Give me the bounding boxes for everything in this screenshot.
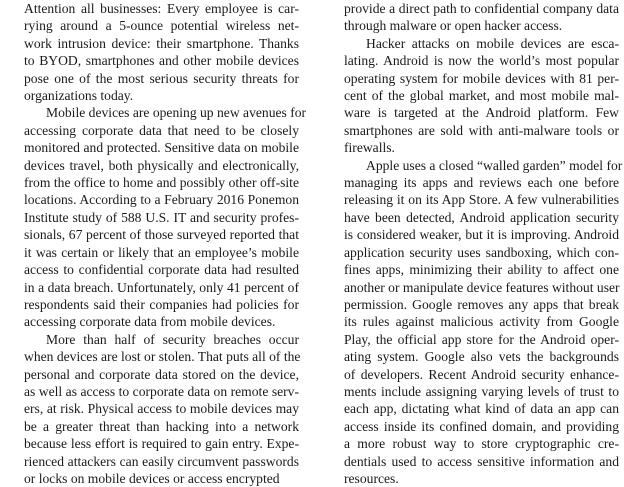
paragraph: [2, 104, 307, 330]
text-line: Mobile devices are opening up new avenues for: [46, 105, 307, 121]
text-line: accessing corporate data that need to be closely: [24, 122, 299, 138]
text-line: lating. Android is now the world’s most popular: [344, 53, 619, 69]
text-line: because less effort is required to gain entry. Expe-: [24, 436, 299, 452]
text-line: its rules against malicious activity from Google: [344, 314, 619, 330]
text-line: another or manipulate device features without user: [344, 279, 620, 295]
text-line: through malware or open hacker access.: [344, 18, 563, 34]
text-line: releasing it on its App Store. A few vulnerabilities: [344, 192, 619, 208]
text-line: Play, the official app store for the Android oper-: [344, 331, 619, 347]
paragraph: [2, 331, 299, 487]
text-line: devices travel, both physically and electronically,: [24, 157, 299, 173]
text-line: accessing corporate data from mobile devices.: [24, 314, 276, 330]
right-column: [322, 0, 623, 487]
text-line: access inside its confined domain, and providing: [344, 418, 619, 434]
text-line: Attention all businesses: Every employee is car-: [24, 1, 299, 16]
left-column: [2, 0, 307, 487]
text-line: firewalls.: [344, 140, 395, 156]
text-line: organizations today.: [24, 88, 134, 104]
text-line: ating system. Google also vets the backgrounds: [344, 349, 619, 365]
text-line: rienced attackers can easily circumvent passwords: [24, 453, 299, 469]
text-line: dentials used to access sensitive information and: [344, 453, 619, 469]
text-line: Apple uses a closed “walled garden” model for: [366, 157, 623, 173]
text-line: cent of the global market, and most mobile mal-: [344, 88, 619, 104]
text-line: a more robust way to store cryptographic cre-: [344, 436, 619, 452]
text-line: or locks on mobile devices or access encrypted: [24, 470, 280, 486]
text-line: sionals, 67 percent of those surveyed reported that: [24, 227, 299, 243]
text-line: ware is targeted at the Android platform. Few: [344, 105, 619, 121]
text-line: ments include assigning varying levels of trust to: [344, 383, 619, 399]
text-line: monitored and protected. Sensitive data on mobile: [24, 140, 299, 156]
paragraph: [322, 0, 619, 35]
text-line: it was certain or likely that an employee’s mobile: [24, 244, 299, 260]
text-line: work intrusion device: their smartphone. Thanks: [24, 35, 299, 51]
text-line: personal and corporate data stored on the device,: [24, 366, 299, 382]
text-line: is considered weaker, but it is improving. Android: [344, 227, 619, 243]
text-line: Institute study of 588 U.S. IT and security profes-: [24, 209, 299, 225]
text-line: provide a direct path to confidential company data: [344, 1, 619, 16]
text-line: resources.: [344, 470, 399, 486]
text-line: access to confidential corporate data had resulted: [24, 262, 299, 278]
text-line: in a data breach. Unfortunately, only 41 percent of: [24, 279, 299, 295]
text-line: each app, dictating what kind of data an app can: [344, 401, 619, 417]
text-line: when devices are lost or stolen. That puts all of the: [24, 349, 301, 365]
text-line: be a greater threat than hacking into a network: [24, 418, 299, 434]
text-line: as well as access to corporate data on remote serv-: [24, 383, 299, 399]
text-line: pose one of the most serious security threats for: [24, 70, 299, 86]
paragraph: [322, 35, 619, 157]
text-line: Hacker attacks on mobile devices are esca-: [366, 35, 619, 51]
text-line: More than half of security breaches occur: [46, 331, 299, 347]
text-line: locations. According to a February 2016 Ponemon: [24, 192, 299, 208]
text-line: from the office to home and possibly other off-site: [24, 175, 299, 191]
text-line: ers, at risk. Physical access to mobile devices may: [24, 401, 299, 417]
text-line: application security uses sandboxing, which con-: [344, 244, 619, 260]
text-line: to BYOD, smartphones and other mobile devices: [24, 53, 299, 69]
text-line: respondents said their companies had policies for: [24, 296, 299, 312]
text-line: managing its apps and reviews each one before: [344, 175, 619, 191]
text-line: fines apps, minimizing their ability to affect one: [344, 262, 619, 278]
text-line: smartphones are sold with anti-malware tools or: [344, 122, 619, 138]
text-line: rying around a 5-ounce potential wireless net-: [24, 18, 299, 34]
text-line: have been detected, Android application security: [344, 209, 619, 225]
text-line: operating system for mobile devices with 81 per-: [344, 70, 619, 86]
paragraph: [2, 0, 299, 104]
paragraph: [322, 157, 623, 487]
text-line: of developers. Recent Android security enhance-: [344, 366, 619, 382]
text-line: permission. Google removes any apps that break: [344, 296, 619, 312]
